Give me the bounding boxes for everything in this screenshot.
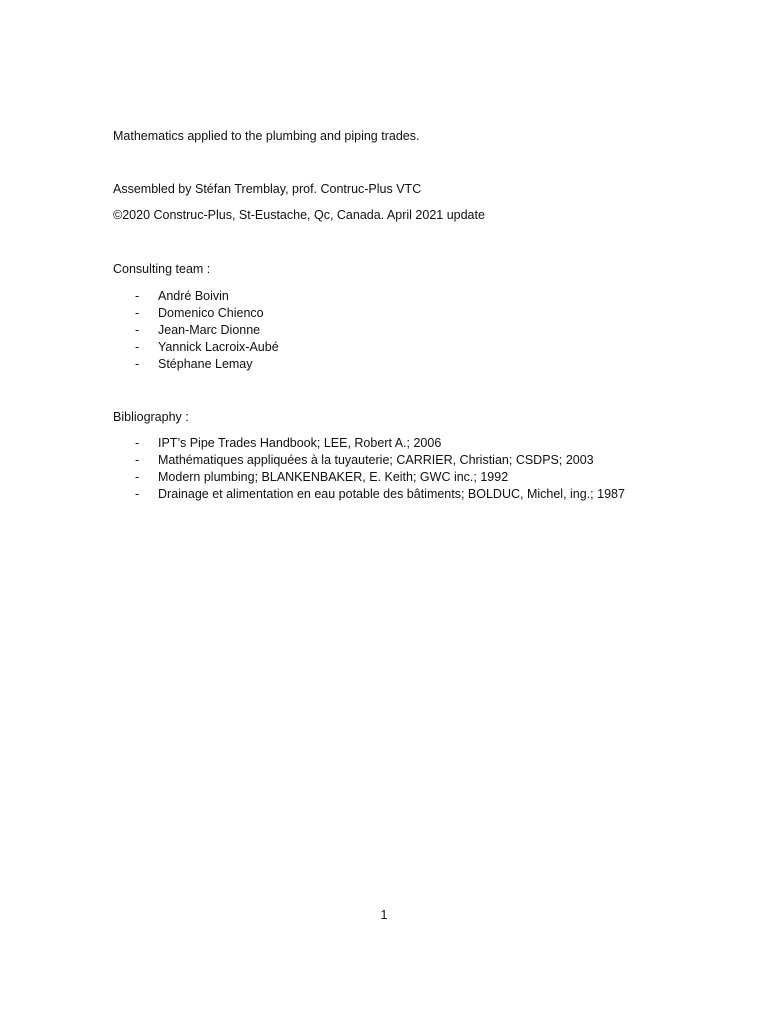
list-marker: -: [135, 306, 140, 320]
document-title: Mathematics applied to the plumbing and piping trades.: [113, 129, 420, 143]
consultant-name: Domenico Chienco: [158, 306, 264, 320]
bibliography-entry: Drainage et alimentation en eau potable des bâtiments; BOLDUC, Michel, ing.; 1987: [158, 487, 625, 501]
consultant-name: André Boivin: [158, 289, 229, 303]
list-marker: -: [135, 289, 140, 303]
bibliography-entry: Modern plumbing; BLANKENBAKER, E. Keith; GWC inc.; 1992: [158, 470, 509, 484]
author-credit: Assembled by Stéfan Tremblay, prof. Contruc-Plus VTC: [113, 182, 422, 196]
list-marker: -: [135, 487, 140, 501]
copyright-notice: ©2020 Construc-Plus, St-Eustache, Qc, Canada. April 2021 update: [113, 208, 485, 222]
list-marker: -: [135, 340, 140, 354]
list-marker: -: [135, 436, 140, 450]
consultant-name: Yannick Lacroix-Aubé: [158, 340, 279, 354]
list-marker: -: [135, 453, 140, 467]
bibliography-entry: IPT’s Pipe Trades Handbook; LEE, Robert A.; 2006: [158, 436, 442, 450]
consultant-name: Stéphane Lemay: [158, 357, 253, 371]
list-marker: -: [135, 357, 140, 371]
bibliography-heading: Bibliography :: [113, 410, 189, 424]
page-number: 1: [380, 908, 388, 922]
consultant-name: Jean-Marc Dionne: [158, 323, 261, 337]
list-marker: -: [135, 470, 140, 484]
consulting-team-heading: Consulting team :: [113, 262, 211, 276]
bibliography-entry: Mathématiques appliquées à la tuyauterie; CARRIER, Christian; CSDPS; 2003: [158, 453, 594, 467]
list-marker: -: [135, 323, 140, 337]
